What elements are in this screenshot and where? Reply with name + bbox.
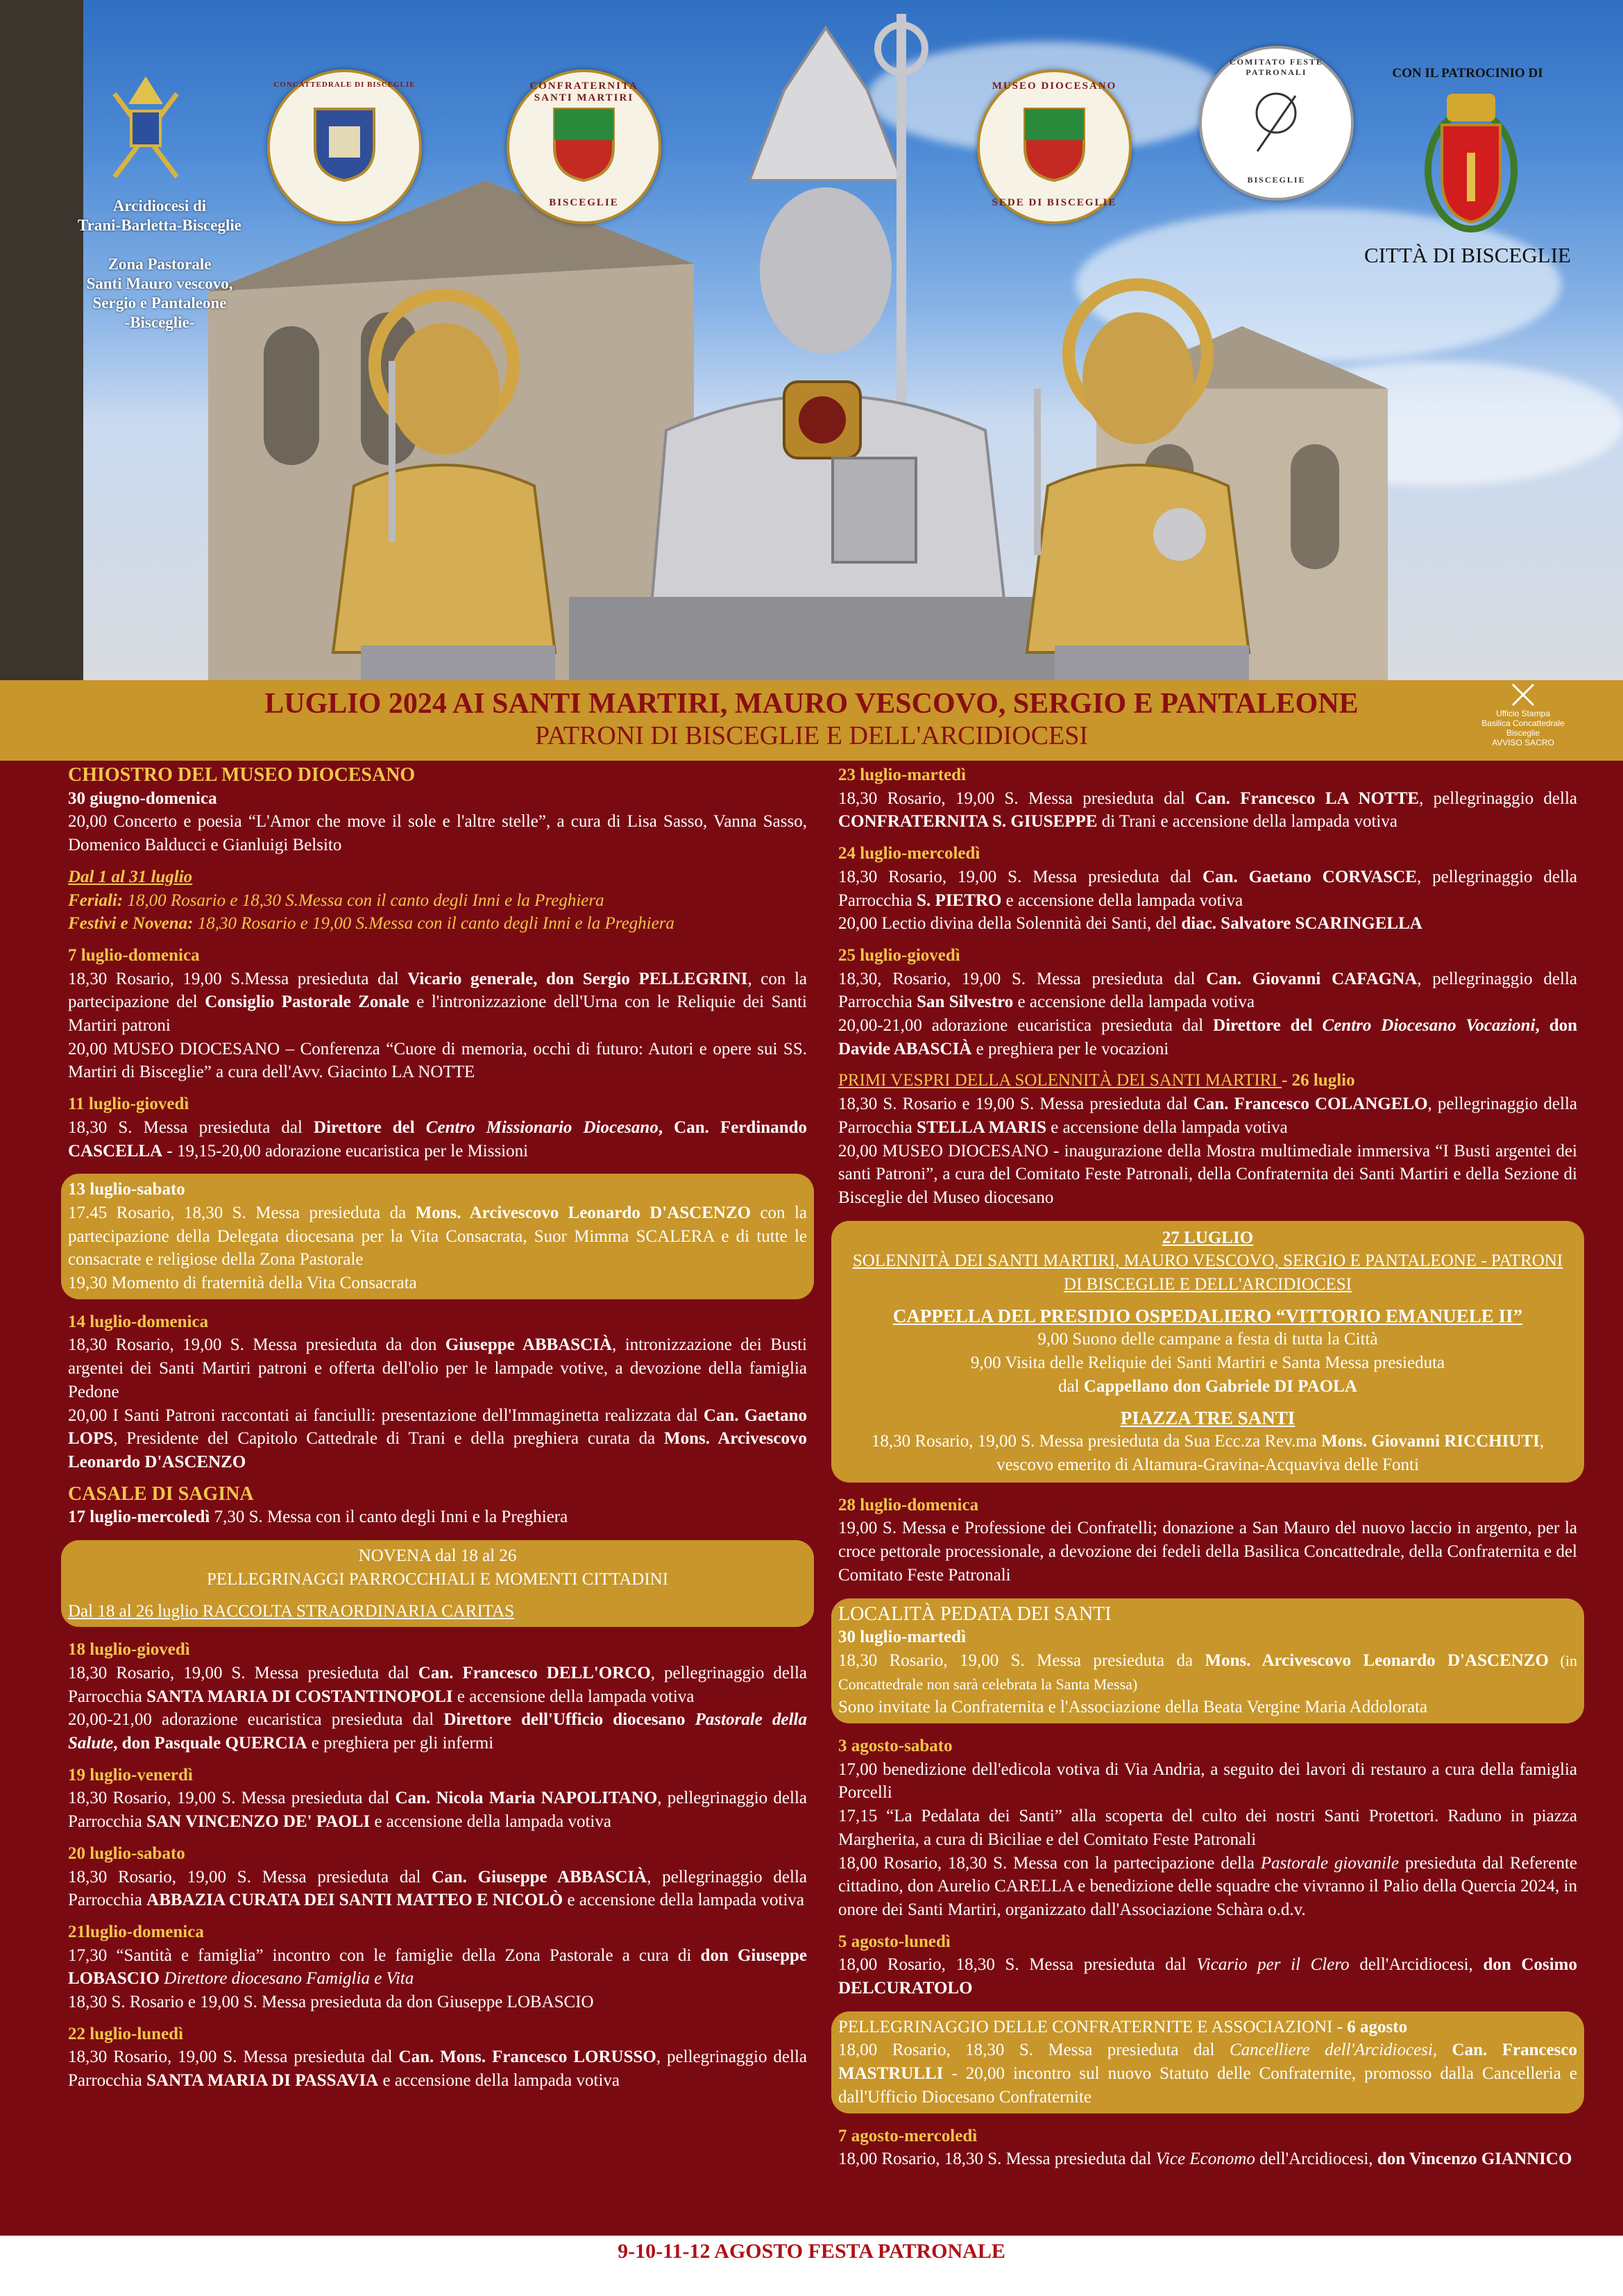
event-text: 20,00 MUSEO DIOCESANO – Conferenza “Cuore di memoria, occhi di futuro: Autori e opere sui SS. Martiri di Bisceglie” a cura dell'Avv. Giacinto LA NOTTE bbox=[68, 1039, 807, 1082]
event-text: dal Cappellano don Gabriele DI PAOLA bbox=[1058, 1376, 1357, 1396]
event-text: Sono invitate la Confraternita e l'Associazione della Beata Vergine Maria Addolorata bbox=[838, 1698, 1428, 1717]
schedule-line: Festivi e Novena: 18,30 Rosario e 19,00 S.Messa con il canto degli Inni e la Preghiera bbox=[68, 914, 674, 934]
right-column bbox=[838, 763, 1577, 2171]
novena-title: NOVENA dal 18 al 26 bbox=[358, 1546, 517, 1566]
event-date: 7 luglio-domenica bbox=[68, 945, 200, 965]
footer-divider bbox=[0, 2231, 1623, 2236]
event-text: 20,00 Concerto e poesia “L'Amor che move il sole e l'altre stelle”, a cura di Lisa Sasso, Vanna Sasso, Domenico Balducci e Gianluigi Belsito bbox=[68, 812, 807, 855]
piazza-title: PIAZZA TRE SANTI bbox=[1120, 1407, 1295, 1428]
city-crest-icon bbox=[1422, 87, 1520, 236]
event-date: 3 agosto-sabato bbox=[838, 1737, 953, 1756]
event-text: 17,30 “Santità e famiglia” incontro con le famiglie della Zona Pastorale a cura di don Giuseppe LOBASCIO Direttore diocesano Famiglia e Vita bbox=[68, 1945, 807, 1989]
event-text: 18,00 Rosario, 18,30 S. Messa con la partecipazione della Pastorale giovanile presieduta dal Referente cittadino, don Aurelio CARELLA e benedizione delle squadre che vivranno il Palio della Quercia 2024, in onore dei Santi Martiri, organizzato dall'Associazione Schàra o.d.v. bbox=[838, 1853, 1577, 1919]
event-text: 18,30 S. Rosario e 19,00 S. Messa presieduta da don Giuseppe LOBASCIO bbox=[68, 1993, 594, 2012]
event-text: 18,30 S. Rosario e 19,00 S. Messa presieduta dal Can. Francesco COLANGELO, pellegrinaggio della Parrocchia STELLA MARIS e accensione della lampada votiva bbox=[838, 1095, 1577, 1137]
event-text: 18,30, Rosario, 19,00 S. Messa presieduta dal Can. Giovanni CAFAGNA, pellegrinaggio della Parrocchia San Silvestro e accensione della lampada votiva bbox=[838, 969, 1577, 1012]
event-text: 18,00 Rosario, 18,30 S. Messa presieduta dal Vice Economo dell'Arcidiocesi, don Vincenzo GIANNICO bbox=[838, 2150, 1572, 2169]
shield-icon bbox=[551, 105, 617, 182]
left-column bbox=[68, 763, 807, 2093]
main-subtitle: PATRONI DI BISCEGLIE E DELL'ARCIDIOCESI bbox=[534, 721, 1089, 750]
event-text: 18,30 Rosario, 19,00 S. Messa presieduta da Sua Ecc.za Rev.ma Mons. Giovanni RICCHIUTI, vescovo emerito di Altamura-Gravina-Acquaviva delle Fonti bbox=[871, 1432, 1545, 1474]
patronage-label: CON IL PATROCINIO DI bbox=[1392, 66, 1543, 81]
shield-icon bbox=[1021, 105, 1087, 182]
confraternita-seal: CONFRATERNITA SANTI MARTIRI BISCEGLIE bbox=[507, 69, 661, 224]
event-date: 23 luglio-martedì bbox=[838, 766, 967, 784]
pedata-box bbox=[831, 1598, 1584, 1724]
solennita-box bbox=[831, 1221, 1584, 1483]
solennita-title: SOLENNITÀ DEI SANTI MARTIRI, MAURO VESCOVO, SERGIO E PANTALEONE - PATRONI DI BISCEGLIE E DELL'ARCIDIOCESI bbox=[852, 1251, 1563, 1294]
event-text: 20,00 I Santi Patroni raccontati ai fanciulli: presentazione dell'Immaginetta realizzata dal Can. Gaetano LOPS, Presidente del Capitolo Cattedrale di Trani e della preghiera curata da Mons. Arcivescovo Leonardo D'ASCENZO bbox=[68, 1406, 807, 1471]
event-date: 24 luglio-mercoledì bbox=[838, 844, 980, 863]
ufficio-stampa-label: Ufficio Stampa Basilica Concattedrale Bisceglie AVVISO SACRO bbox=[1464, 682, 1582, 748]
cathedral-illustration bbox=[0, 0, 1623, 680]
confraternite-box bbox=[831, 2011, 1584, 2113]
museo-diocesano-seal: MUSEO DIOCESANO SEDE DI BISCEGLIE bbox=[977, 69, 1132, 224]
event-text: 20,00 Lectio divina della Solennità dei Santi, del diac. Salvatore SCARINGELLA bbox=[838, 914, 1422, 934]
event-date: 13 luglio-sabato bbox=[68, 1180, 185, 1199]
section-title: CASALE DI SAGINA bbox=[68, 1483, 254, 1505]
title-band bbox=[0, 680, 1623, 761]
schedule-line: Feriali: 18,00 Rosario e 18,30 S.Messa con il canto degli Inni e la Preghiera bbox=[68, 890, 604, 910]
event-text: 20,00-21,00 adorazione eucaristica presieduta dal Direttore del Centro Diocesano Vocazioni, don Davide ABASCIÀ e preghiera per le vocazioni bbox=[838, 1016, 1578, 1058]
comitato-feste-seal: COMITATO FESTE PATRONALI BISCEGLIE bbox=[1199, 46, 1354, 201]
event-text: 17 luglio-mercoledì 7,30 S. Messa con il canto degli Inni e la Preghiera bbox=[68, 1508, 568, 1527]
archdiocese-label: Arcidiocesi di Trani-Barletta-Bisceglie Zona Pastorale Santi Mauro vescovo, Sergio e Pantaleone -Bisceglie- bbox=[78, 197, 241, 331]
event-text: 18,30 Rosario, 19,00 S. Messa presieduta dal Can. Francesco DELL'ORCO, pellegrinaggio della Parrocchia SANTA MARIA DI COSTANTINOPOLI e accensione della lampada votiva bbox=[68, 1663, 807, 1706]
event-date: 28 luglio-domenica bbox=[838, 1495, 979, 1514]
event-text: 20,00-21,00 adorazione eucaristica presieduta dal Direttore dell'Ufficio diocesano Pastorale della Salute, don Pasquale QUERCIA e preghiera per gli infermi bbox=[68, 1710, 807, 1753]
event-text: 17.45 Rosario, 18,30 S. Messa presieduta da Mons. Arcivescovo Leonardo D'ASCENZO con la partecipazione della Delegata diocesana per la Vita Consacrata, Suor Mimma SCALERA e di tutte le consacrate e religiose della Zona Pastorale bbox=[68, 1203, 807, 1269]
event-date: 19 luglio-venerdì bbox=[68, 1765, 193, 1784]
event-date: 11 luglio-giovedì bbox=[68, 1095, 189, 1114]
rose-emblem-icon bbox=[1243, 82, 1309, 158]
event-text: 18,30 Rosario, 19,00 S. Messa presieduta dal Can. Nicola Maria NAPOLITANO, pellegrinaggio della Parrocchia SAN VINCENZO DE' PAOLI e accensione della lampada votiva bbox=[68, 1789, 807, 1832]
event-text: 9,00 Suono delle campane a festa di tutta la Città bbox=[1037, 1330, 1378, 1349]
hero-image bbox=[0, 0, 1623, 680]
section-title: PELLEGRINAGGIO DELLE CONFRATERNITE E ASSOCIAZIONI - 6 agosto bbox=[838, 2017, 1408, 2036]
event-text: 18,00 Rosario, 18,30 S. Messa presieduta dal Vicario per il Clero dell'Arcidiocesi, don Cosimo DELCURATOLO bbox=[838, 1955, 1577, 1998]
cappella-title: CAPPELLA DEL PRESIDIO OSPEDALIERO “VITTORIO EMANUELE II” bbox=[892, 1305, 1523, 1326]
novena-subtitle: PELLEGRINAGGI PARROCCHIALI E MOMENTI CITTADINI bbox=[206, 1569, 669, 1589]
event-text: 19,00 S. Messa e Professione dei Confratelli; donazione a San Mauro del nuovo laccio in argento, per la croce pettorale processionale, a devozione dei fedeli della Basilica Concattedrale, della Confraternita e del Comitato Feste Patronali bbox=[838, 1519, 1577, 1585]
section-title: PRIMI VESPRI DELLA SOLENNITÀ DEI SANTI MARTIRI - 26 luglio bbox=[838, 1071, 1355, 1090]
keys-icon bbox=[1509, 682, 1537, 707]
highlight-box bbox=[61, 1174, 814, 1299]
event-date: 30 luglio-martedì bbox=[838, 1628, 967, 1647]
event-date: 30 giugno-domenica bbox=[68, 788, 217, 808]
date-range: Dal 1 al 31 luglio bbox=[68, 867, 193, 886]
event-text: 18,30 Rosario, 19,00 S. Messa presieduta dal Can. Gaetano CORVASCE, pellegrinaggio della Parrocchia S. PIETRO e accensione della lampada votiva bbox=[838, 867, 1577, 910]
event-text: 19,30 Momento di fraternità della Vita Consacrata bbox=[68, 1274, 417, 1293]
event-text: 18,30 Rosario, 19,00 S.Messa presieduta dal Vicario generale, don Sergio PELLEGRINI, con la partecipazione del Consiglio Pastorale Zonale e l'intronizzazione dell'Urna con le Reliquie dei Santi Martiri patroni bbox=[68, 969, 807, 1036]
concattedrale-seal: CONCATTEDRALE DI BISCEGLIE bbox=[267, 69, 422, 224]
solennita-date: 27 LUGLIO bbox=[1162, 1228, 1254, 1247]
event-date: 21luglio-domenica bbox=[68, 1922, 204, 1941]
event-date: 25 luglio-giovedì bbox=[838, 945, 960, 965]
event-date: 5 agosto-lunedì bbox=[838, 1932, 951, 1951]
event-text: 18,30 Rosario, 19,00 S. Messa presieduta dal Can. Francesco LA NOTTE, pellegrinaggio della CONFRATERNITA S. GIUSEPPE di Trani e accensione della lampada votiva bbox=[838, 788, 1577, 832]
event-text: 20,00 MUSEO DIOCESANO - inaugurazione della Mostra multimediale immersiva “I Busti argentei dei santi Patroni”, a cura del Comitato Feste Patronali, della Confraternita dei Santi Martiri e della Sezione di Bisceglie del Museo diocesano bbox=[838, 1141, 1577, 1207]
event-date: 20 luglio-sabato bbox=[68, 1843, 185, 1863]
footer-text: 9-10-11-12 AGOSTO FESTA PATRONALE bbox=[618, 2240, 1005, 2263]
main-title: LUGLIO 2024 AI SANTI MARTIRI, MAURO VESCOVO, SERGIO E PANTALEONE bbox=[264, 688, 1359, 720]
footer bbox=[0, 2231, 1623, 2296]
event-text: 18,30 Rosario, 19,00 S. Messa presieduta da Mons. Arcivescovo Leonardo D'ASCENZO (in Concattedrale non sarà celebrata la Santa Messa) bbox=[838, 1651, 1577, 1693]
event-date: 22 luglio-lunedì bbox=[68, 2024, 184, 2043]
event-text: 18,30 Rosario, 19,00 S. Messa presieduta dal Can. Giuseppe ABBASCIÀ, pellegrinaggio della Parrocchia ABBAZIA CURATA DEI SANTI MATTEO E NICOLÒ e accensione della lampada votiva bbox=[68, 1867, 807, 1910]
event-text: 18,30 Rosario, 19,00 S. Messa presieduta dal Can. Mons. Francesco LORUSSO, pellegrinaggio della Parrocchia SANTA MARIA DI PASSAVIA e accensione della lampada votiva bbox=[68, 2048, 807, 2091]
event-date: 14 luglio-domenica bbox=[68, 1312, 209, 1331]
section-title: CHIOSTRO DEL MUSEO DIOCESANO bbox=[68, 764, 416, 786]
event-text: 9,00 Visita delle Reliquie dei Santi Martiri e Santa Messa presieduta bbox=[970, 1353, 1445, 1373]
event-text: 17,15 “La Pedalata dei Santi” alla scoperta del culto dei nostri Santi Protettori. Raduno in piazza Margherita, a cura di Biciliae e del Comitato Feste Patronali bbox=[838, 1807, 1577, 1849]
event-text: 18,30 S. Messa presieduta dal Direttore del Centro Missionario Diocesano, Can. Ferdinando CASCELLA - 19,15-20,00 adorazione eucaristica per le Missioni bbox=[68, 1117, 807, 1160]
event-text: 18,00 Rosario, 18,30 S. Messa presieduta dal Cancelliere dell'Arcidiocesi, Can. Francesco MASTRULLI - 20,00 incontro sul nuovo Statuto delle Confraternite, promosso dalla Cancelleria e dall'Ufficio Diocesano Confraternite bbox=[838, 2041, 1577, 2107]
novena-box bbox=[61, 1540, 814, 1627]
city-label: CITTÀ DI BISCEGLIE bbox=[1364, 243, 1571, 267]
archdiocese-crest-icon bbox=[108, 73, 184, 187]
event-text: 17,00 benedizione dell'edicola votiva di Via Andria, a seguito dei lavori di restauro a cura della famiglia Porcelli bbox=[838, 1759, 1577, 1803]
event-date: 7 agosto-mercoledì bbox=[838, 2126, 978, 2145]
event-text: 18,30 Rosario, 19,00 S. Messa presieduta da don Giuseppe ABBASCIÀ, intronizzazione dei Busti argentei dei Santi Martiri patroni e offerta dell'olio per le lampade votive, a devozione della famiglia Pedone bbox=[68, 1335, 807, 1401]
shield-icon bbox=[312, 105, 377, 182]
event-date: 18 luglio-giovedì bbox=[68, 1640, 190, 1660]
caritas-line: Dal 18 al 26 luglio RACCOLTA STRAORDINARIA CARITAS bbox=[68, 1601, 515, 1621]
section-title: LOCALITÀ PEDATA DEI SANTI bbox=[838, 1603, 1112, 1625]
